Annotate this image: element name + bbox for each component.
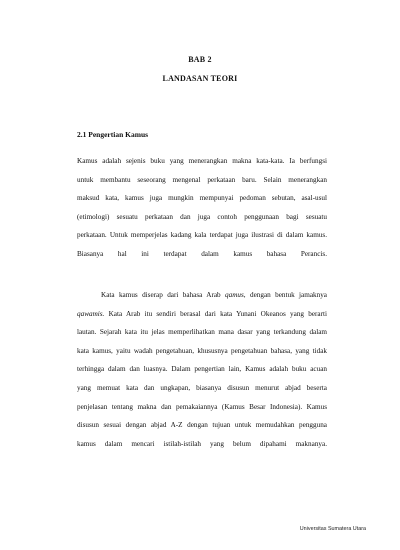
chapter-title: LANDASAN TEORI xyxy=(162,74,238,83)
paragraph-line xyxy=(77,305,327,324)
text-run: Kata Arab itu sendiri berasal dari kata Yunani Okeanos yang berarti xyxy=(104,309,327,318)
text-run: dengan bentuk jamaknya xyxy=(245,291,327,299)
italic-term: qamus, xyxy=(225,291,246,299)
paragraph-line: perkataan. Untuk memperjelas kadang kala terdapat juga ilustrasi di dalam kamus. xyxy=(77,231,327,240)
paragraph-line: terhingga dalam dan luasnya. Dalam pengertian lain, Kamus adalah buku acuan xyxy=(77,365,327,374)
paragraph-line: Biasanya hal ini terdapat dalam kamus bahasa Perancis. xyxy=(77,249,327,258)
page-footer: Universitas Sumatera Utara xyxy=(299,526,366,532)
paragraph-2 xyxy=(77,286,327,453)
paragraph-line: kamus dalam mencari istilah-istilah yang belum dipahami maknanya. xyxy=(77,439,327,448)
paragraph-line: (etimologi) sesuatu perkataan dan juga contoh penggunaan bagi sesuatu xyxy=(77,212,327,221)
paragraph-line: Kamus adalah sejenis buku yang menerangkan makna kata-kata. Ia berfungsi xyxy=(77,157,327,165)
text-run: Kata kamus diserap dari bahasa Arab xyxy=(101,291,226,299)
paragraph-line: maksud kata, kamus juga mungkin mempunyai pedoman sebutan, asal-usul xyxy=(77,194,327,203)
paragraph-line: disusun sesuai dengan abjad A-Z dengan tujuan untuk memudahkan pengguna xyxy=(77,421,327,430)
paragraph-line: untuk membantu seseorang mengenal perkataan baru. Selain menerangkan xyxy=(77,175,327,184)
paragraph-line: lautan. Sejarah kata itu jelas memperlihatkan mana dasar yang terkandung dalam xyxy=(77,328,327,337)
paragraph-line xyxy=(77,286,327,305)
italic-term: qawamis. xyxy=(77,309,105,318)
paragraph-line: kata kamus, yaitu wadah pengetahuan, khususnya pengetahuan bahasa, yang tidak xyxy=(77,346,327,355)
paragraph-1 xyxy=(77,152,327,264)
chapter-number: BAB 2 xyxy=(188,55,212,64)
paragraph-line: penjelasan tentang makna dan pemakaiannya (Kamus Besar Indonesia). Kamus xyxy=(77,402,327,411)
section-heading: 2.1 Pengertian Kamus xyxy=(77,130,149,139)
paragraph-line: yang memuat kata dan ungkapan, biasanya disusun menurut abjad beserta xyxy=(77,383,327,392)
